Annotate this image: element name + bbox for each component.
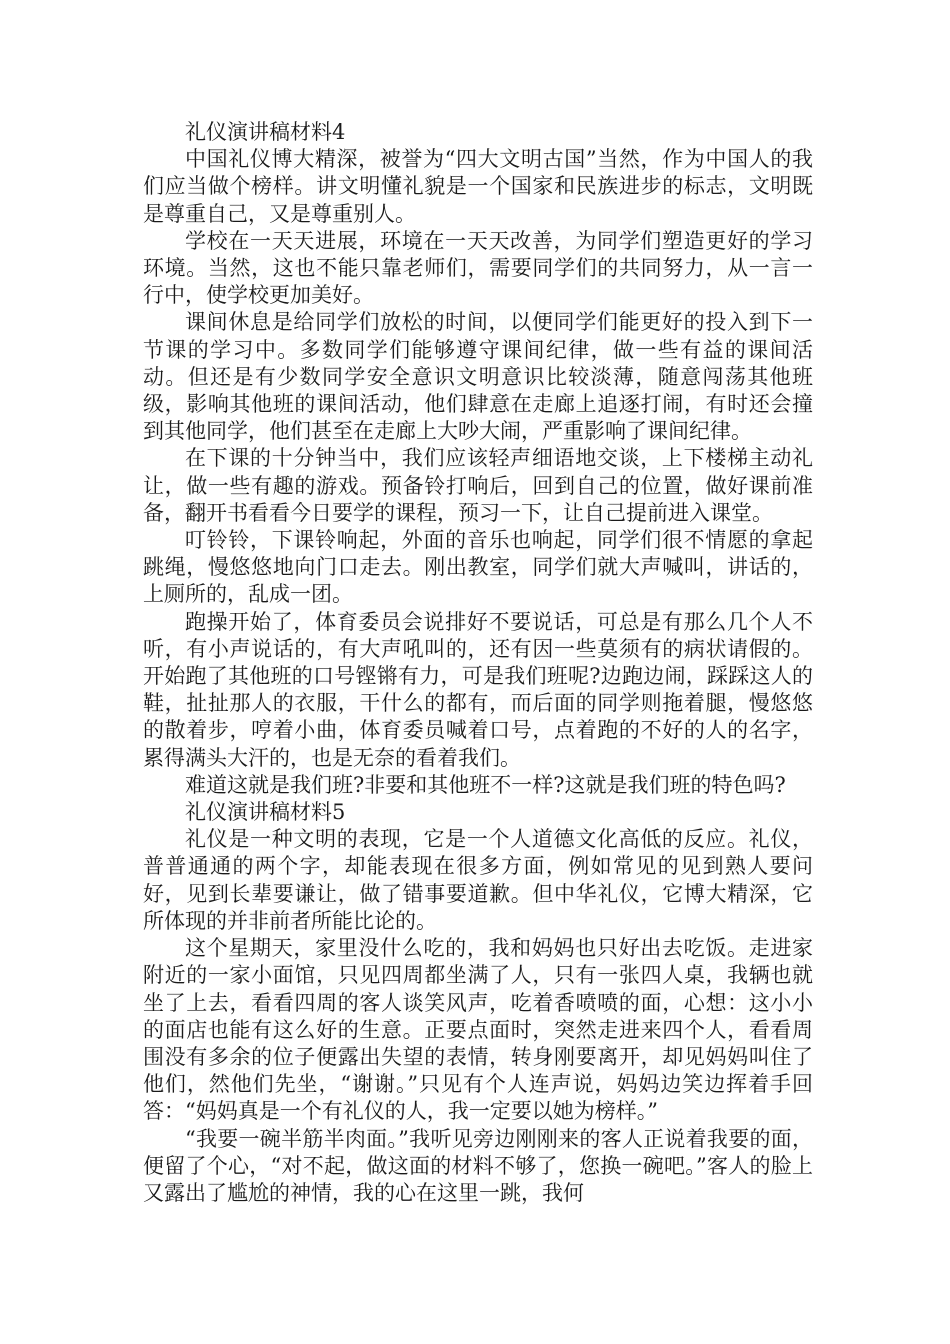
paragraph: 叮铃铃，下课铃响起，外面的音乐也响起，同学们很不情愿的拿起跳绳，慢悠悠地向门口走去。刚出教室，同学们就大声喊叫，讲话的，上厕所的，乱成一团。 (143, 528, 813, 607)
paragraph: 礼仪是一种文明的表现，它是一个人道德文化高低的反应。礼仪，普普通通的两个字，却能表现在很多方面，例如常见的见到熟人要问好，见到长辈要谦让，做了错事要道歉。但中华礼仪，它博大精深，它所体现的并非前者所能比论的。 (143, 827, 813, 933)
paragraph: 难道这就是我们班?非要和其他班不一样?这就是我们班的特色吗? (185, 772, 786, 797)
section-heading: 礼仪演讲稿材料5 (185, 800, 346, 825)
paragraph: 中国礼仪博大精深，被誉为“四大文明古国”当然，作为中国人的我们应当做个榜样。讲文明懂礼貌是一个国家和民族进步的标志，文明既是尊重自己，又是尊重别人。 (143, 147, 813, 226)
paragraph: 在下课的十分钟当中，我们应该轻声细语地交谈，上下楼梯主动礼让，做一些有趣的游戏。预备铃打响后，回到自己的位置，做好课前准备，翻开书看看今日要学的课程，预习一下，让自己提前进入课堂。 (143, 446, 813, 525)
paragraph: 这个星期天，家里没什么吃的，我和妈妈也只好出去吃饭。走进家附近的一家小面馆，只见四周都坐满了人，只有一张四人桌，我辆也就坐了上去，看看四周的客人谈笑风声，吃着香喷喷的面，心想：这小小的面店也能有这么好的生意。正要点面时，突然走进来四个人，看看周围没有多余的位子便露出失望的表情，转身刚要离开，却见妈妈叫住了他们，然他们先坐，“谢谢。”只见有个人连声说，妈妈边笑边挥着手回答：“妈妈真是一个有礼仪的人，我一定要以她为榜样。” (143, 936, 813, 1124)
section-heading: 礼仪演讲稿材料4 (185, 120, 346, 144)
paragraph: 课间休息是给同学们放松的时间，以便同学们能更好的投入到下一节课的学习中。多数同学们能够遵守课间纪律，做一些有益的课间活动。但还是有少数同学安全意识文明意识比较淡薄，随意闯荡其他班级，影响其他班的课间活动，他们肆意在走廊上追逐打闹，有时还会撞到其他同学，他们甚至在走廊上大吵大闹，严重影响了课间纪律。 (143, 310, 813, 444)
document-body (143, 119, 813, 1207)
paragraph: “我要一碗半筋半肉面。”我听见旁边刚刚来的客人正说着我要的面，便留了个心，“对不起，做这面的材料不够了，您换一碗吧。”客人的脸上又露出了尴尬的神情，我的心在这里一跳，我何 (143, 1126, 813, 1205)
paragraph: 学校在一天天进展，环境在一天天改善，为同学们塑造更好的学习环境。当然，这也不能只靠老师们，需要同学们的共同努力，从一言一行中，使学校更加美好。 (143, 228, 813, 308)
paragraph: 跑操开始了，体育委员会说排好不要说话，可总是有那么几个人不听，有小声说话的，有大声吼叫的，还有因一些莫须有的病状请假的。开始跑了其他班的口号铿锵有力，可是我们班呢?边跑边闹，踩踩这人的鞋，扯扯那人的衣服，干什么的都有，而后面的同学则拖着腿，慢悠悠的散着步，哼着小曲，体育委员喊着口号，点着跑的不好的人的名字，累得满头大汗的，也是无奈的看着我们。 (143, 609, 813, 770)
